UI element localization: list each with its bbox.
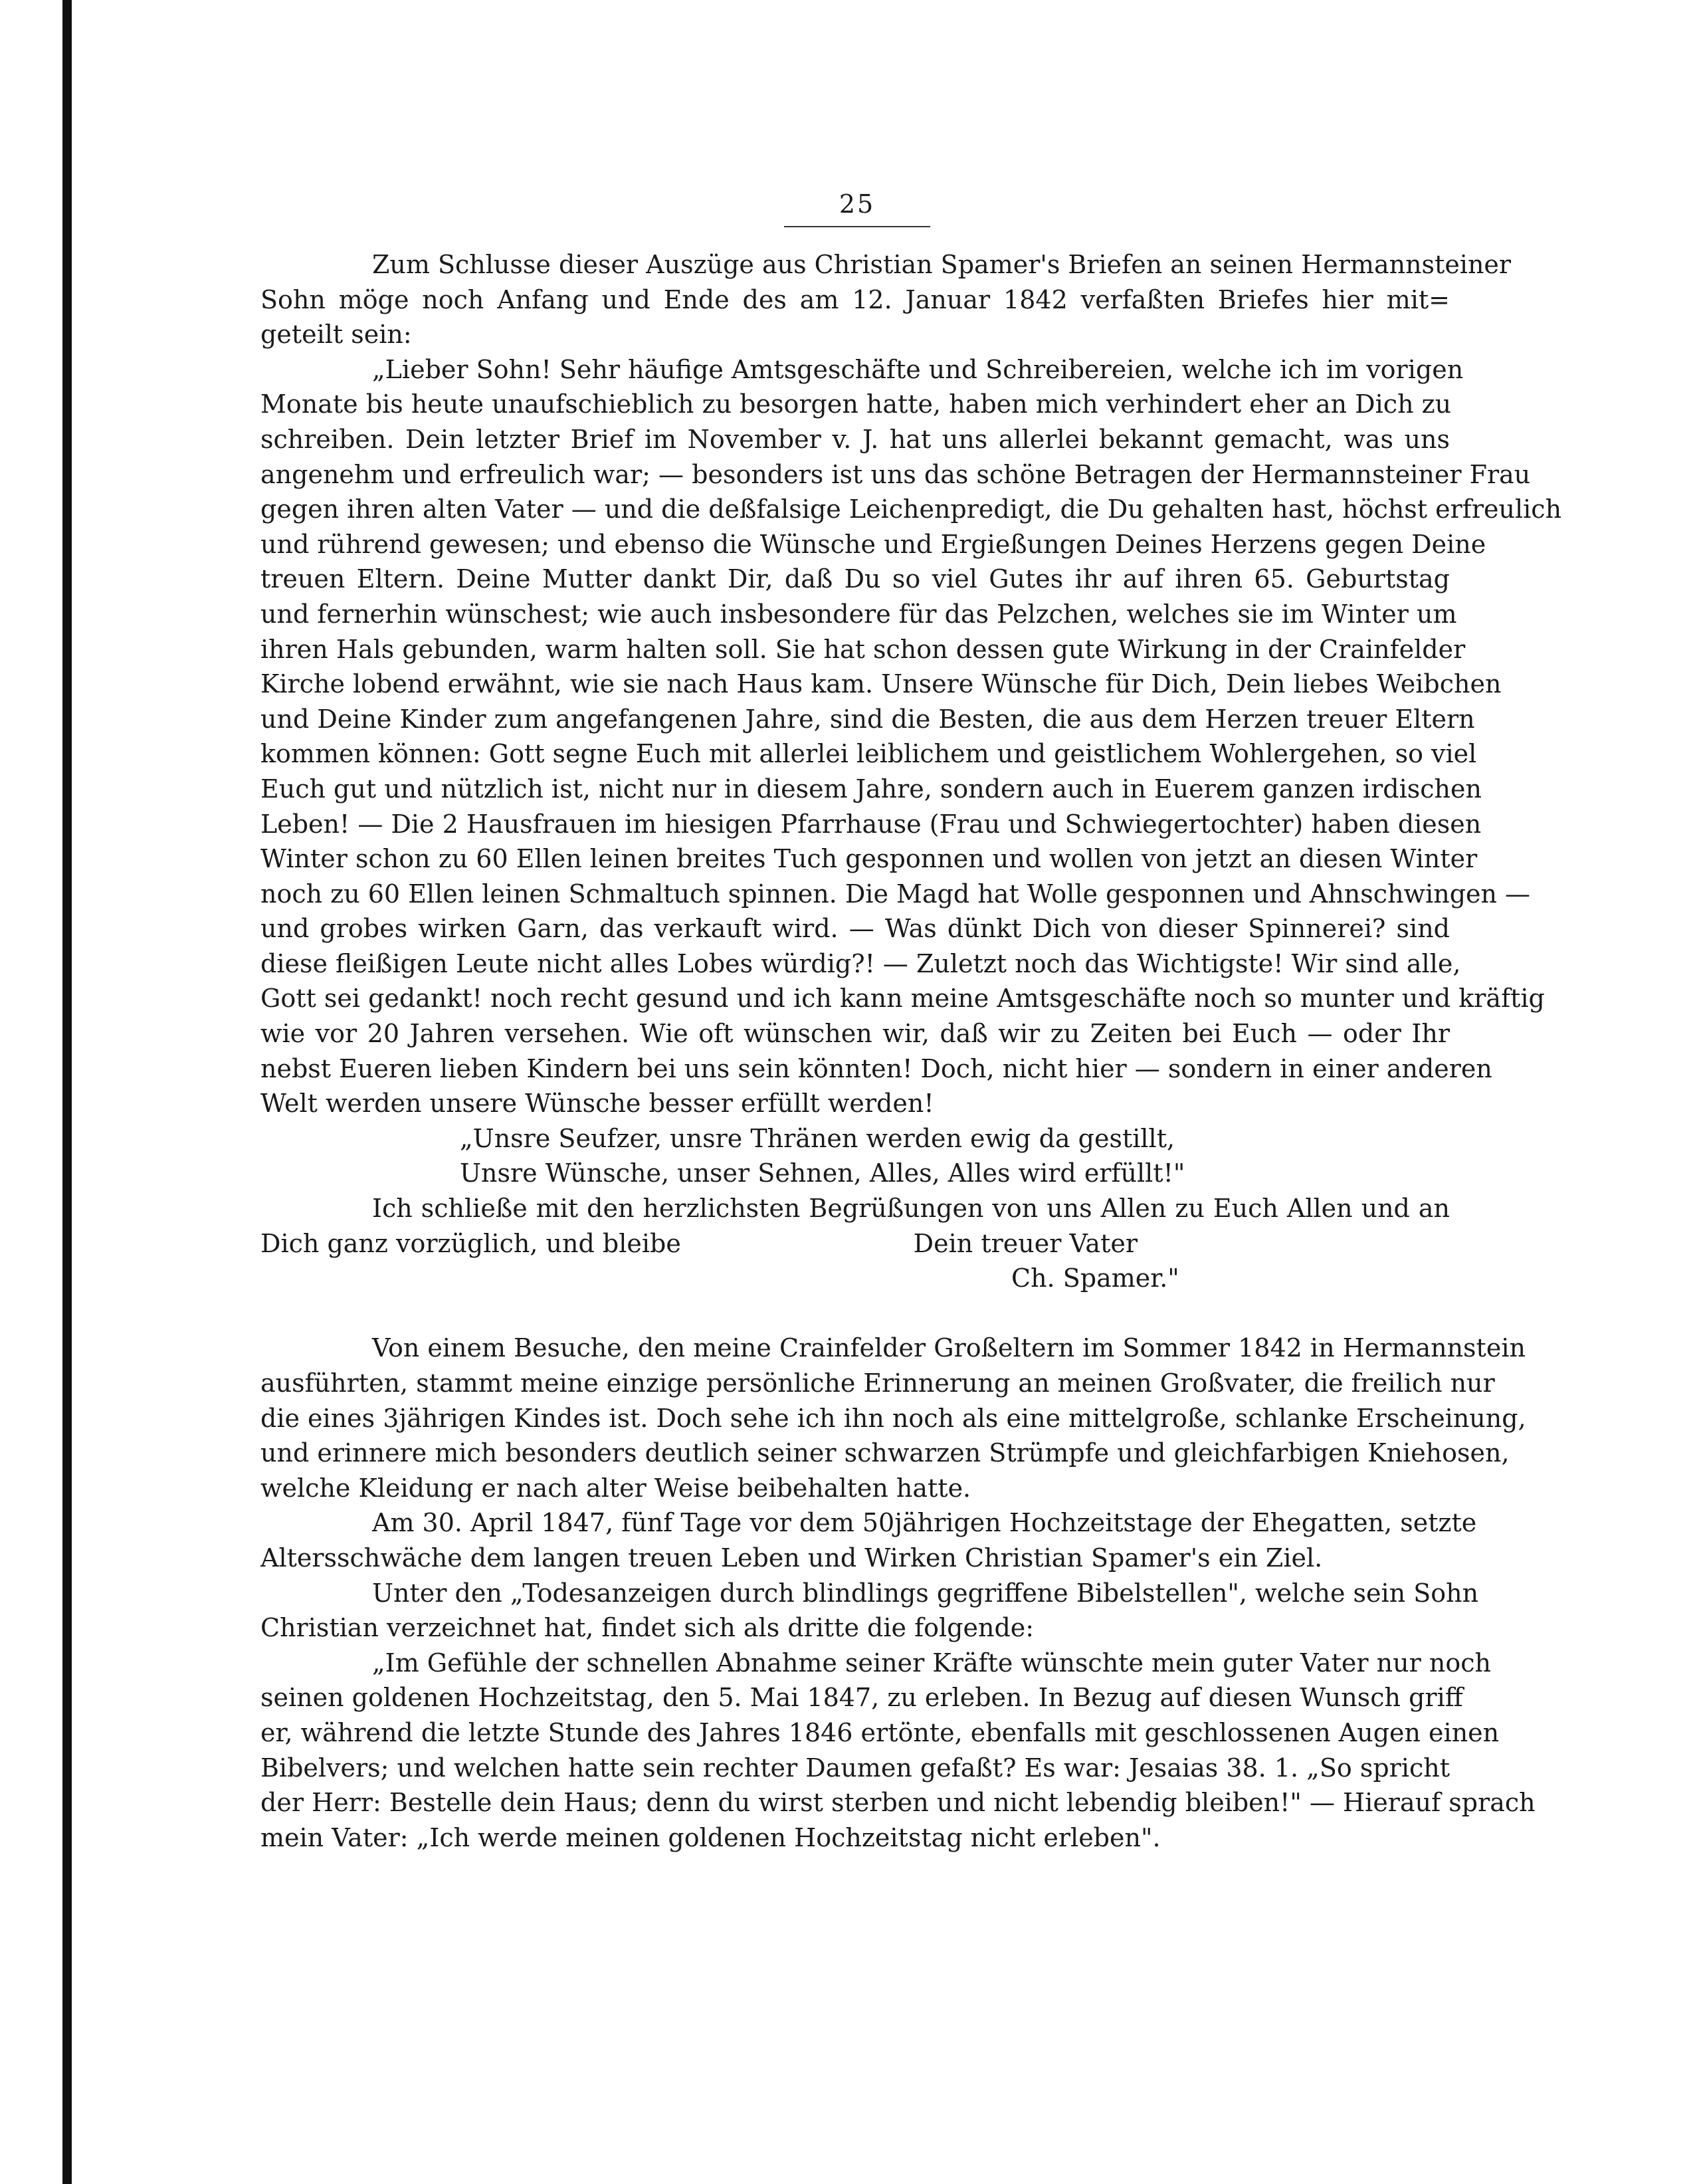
text-line: angenehm und erfreulich war; — besonders ist uns das schöne Betragen der Hermannsteiner Frau (260, 459, 1531, 489)
text-line: „Im Gefühle der schnellen Abnahme seiner Kräfte wünschte mein guter Vater nur noch (372, 1648, 1491, 1678)
text-line: Von einem Besuche, den meine Crainfelder Großeltern im Sommer 1842 in Hermannstein (372, 1333, 1526, 1363)
text-line: Ich schließe mit den herzlichsten Begrüßungen von uns Allen zu Euch Allen und an (372, 1194, 1450, 1224)
page-number-rule (784, 226, 930, 227)
binding-edge (62, 0, 72, 2184)
text-line: „Lieber Sohn! Sehr häufige Amtsgeschäfte und Schreibereien, welche ich im vorigen (372, 354, 1464, 384)
closing-line (260, 1226, 1450, 1261)
text-line: ihren Hals gebunden, warm halten soll. Sie hat schon dessen gute Wirkung in der Crainfelder (260, 634, 1466, 664)
text-line: Sohn möge noch Anfang und Ende des am 12. Januar 1842 verfaßten Briefes hier mit= (260, 284, 1450, 314)
text-line: der Herr: Bestelle dein Haus; denn du wirst sterben und nicht lebendig bleiben!" — Hierauf sprach (260, 1788, 1536, 1818)
text-line: Am 30. April 1847, fünf Tage vor dem 50jährigen Hochzeitstage der Ehegatten, setzte (372, 1508, 1477, 1538)
text-line: Altersschwäche dem langen treuen Leben und Wirken Christian Spamer's ein Ziel. (260, 1543, 1323, 1573)
text-line: seinen goldenen Hochzeitstag, den 5. Mai 1847, zu erleben. In Bezug auf diesen Wunsch griff (260, 1683, 1463, 1713)
text-line: Zum Schlusse dieser Auszüge aus Christian Spamer's Briefen an seinen Hermannsteiner (372, 250, 1512, 279)
text-line: kommen können: Gott segne Euch mit allerlei leiblichem und geistlichem Wohlergehen, so viel (260, 739, 1477, 769)
closing-text: Dich ganz vorzüglich, und bleibe (260, 1228, 681, 1258)
text-line: Winter schon zu 60 Ellen leinen breites Tuch gesponnen und wollen von jetzt an diesen Winter (260, 844, 1478, 874)
text-line: treuen Eltern. Deine Mutter dankt Dir, daß Du so viel Gutes ihr auf ihren 65. Geburtstag (260, 564, 1450, 594)
text-line: noch zu 60 Ellen leinen Schmaltuch spinnen. Die Magd hat Wolle gesponnen und Ahnschwingen — (260, 879, 1531, 909)
text-line: Kirche lobend erwähnt, wie sie nach Haus kam. Unsere Wünsche für Dich, Dein liebes Weibchen (260, 669, 1502, 699)
text-line: Leben! — Die 2 Hausfrauen im hiesigen Pfarrhause (Frau und Schwiegertochter) haben diesen (260, 809, 1482, 839)
text-line: Gott sei gedankt! noch recht gesund und ich kann meine Amtsgeschäfte noch so munter und kräftig (260, 984, 1545, 1014)
verse-line: Unsre Wünsche, unser Sehnen, Alles, Alles wird erfüllt!" (460, 1158, 1185, 1188)
text-line: wie vor 20 Jahren versehen. Wie oft wünschen wir, daß wir zu Zeiten bei Euch — oder Ihr (260, 1019, 1450, 1049)
text-line: und Deine Kinder zum angefangenen Jahre, sind die Besten, die aus dem Herzen treuer Eltern (260, 704, 1475, 734)
section-gap (260, 1296, 1450, 1331)
text-line: geteilt sein: (260, 320, 412, 350)
page-number: 25 (839, 189, 876, 219)
text-line: er, während die letzte Stunde des Jahres 1846 ertönte, ebenfalls mit geschlossenen Augen einen (260, 1717, 1500, 1747)
text-line: nebst Eueren lieben Kindern bei uns sein könnten! Doch, nicht hier — sondern in einer anderen (260, 1053, 1492, 1083)
text-line: mein Vater: „Ich werde meinen goldenen Hochzeitstag nicht erleben". (260, 1822, 1161, 1852)
text-line: Unter den „Todesanzeigen durch blindlings gegriffene Bibelstellen", welche sein Sohn (372, 1578, 1479, 1608)
text-line: die eines 3jährigen Kindes ist. Doch sehe ich ihn noch als eine mittelgroße, schlanke Erscheinung, (260, 1403, 1526, 1433)
text-line: gegen ihren alten Vater — und die deßfalsige Leichenpredigt, die Du gehalten hast, höchst erfreulich (260, 494, 1562, 524)
text-line: ausführten, stammt meine einzige persönliche Erinnerung an meinen Großvater, die freilich nur (260, 1368, 1495, 1398)
text-line: schreiben. Dein letzter Brief im November v. J. hat uns allerlei bekannt gemacht, was uns (260, 424, 1450, 454)
verse-line: „Unsre Seufzer, unsre Thränen werden ewig da gestillt, (460, 1123, 1175, 1153)
text-line: und rührend gewesen; und ebenso die Wünsche und Ergießungen Deines Herzens gegen Deine (260, 529, 1486, 559)
text-line: diese fleißigen Leute nicht alles Lobes würdig?! — Zuletzt noch das Wichtigste! Wir sind alle, (260, 948, 1461, 978)
text-line: Bibelvers; und welchen hatte sein rechter Daumen gefaßt? Es war: Jesaias 38. 1. „So spricht (260, 1753, 1450, 1783)
text-line: Welt werden unsere Wünsche besser erfüllt werden! (260, 1089, 934, 1119)
signature-line: Ch. Spamer." (1011, 1263, 1179, 1293)
text-line: Monate bis heute unaufschieblich zu besorgen hatte, haben mich verhindert eher an Dich zu (260, 389, 1452, 419)
signature-line: Dein treuer Vater (913, 1228, 1138, 1258)
text-line: Euch gut und nützlich ist, nicht nur in diesem Jahre, sondern auch in Euerem ganzen irdischen (260, 774, 1482, 804)
text-line: und erinnere mich besonders deutlich seiner schwarzen Strümpfe und gleichfarbigen Kniehosen, (260, 1438, 1510, 1468)
page-body (260, 247, 1562, 1855)
text-line: welche Kleidung er nach alter Weise beibehalten hatte. (260, 1473, 971, 1503)
text-line: und grobes wirken Garn, das verkauft wird. — Was dünkt Dich von dieser Spinnerei? sind (260, 914, 1450, 944)
text-line: und fernerhin wünschest; wie auch insbesondere für das Pelzchen, welches sie im Winter um (260, 599, 1457, 629)
text-line: Christian verzeichnet hat, findet sich als dritte die folgende: (260, 1613, 1035, 1643)
